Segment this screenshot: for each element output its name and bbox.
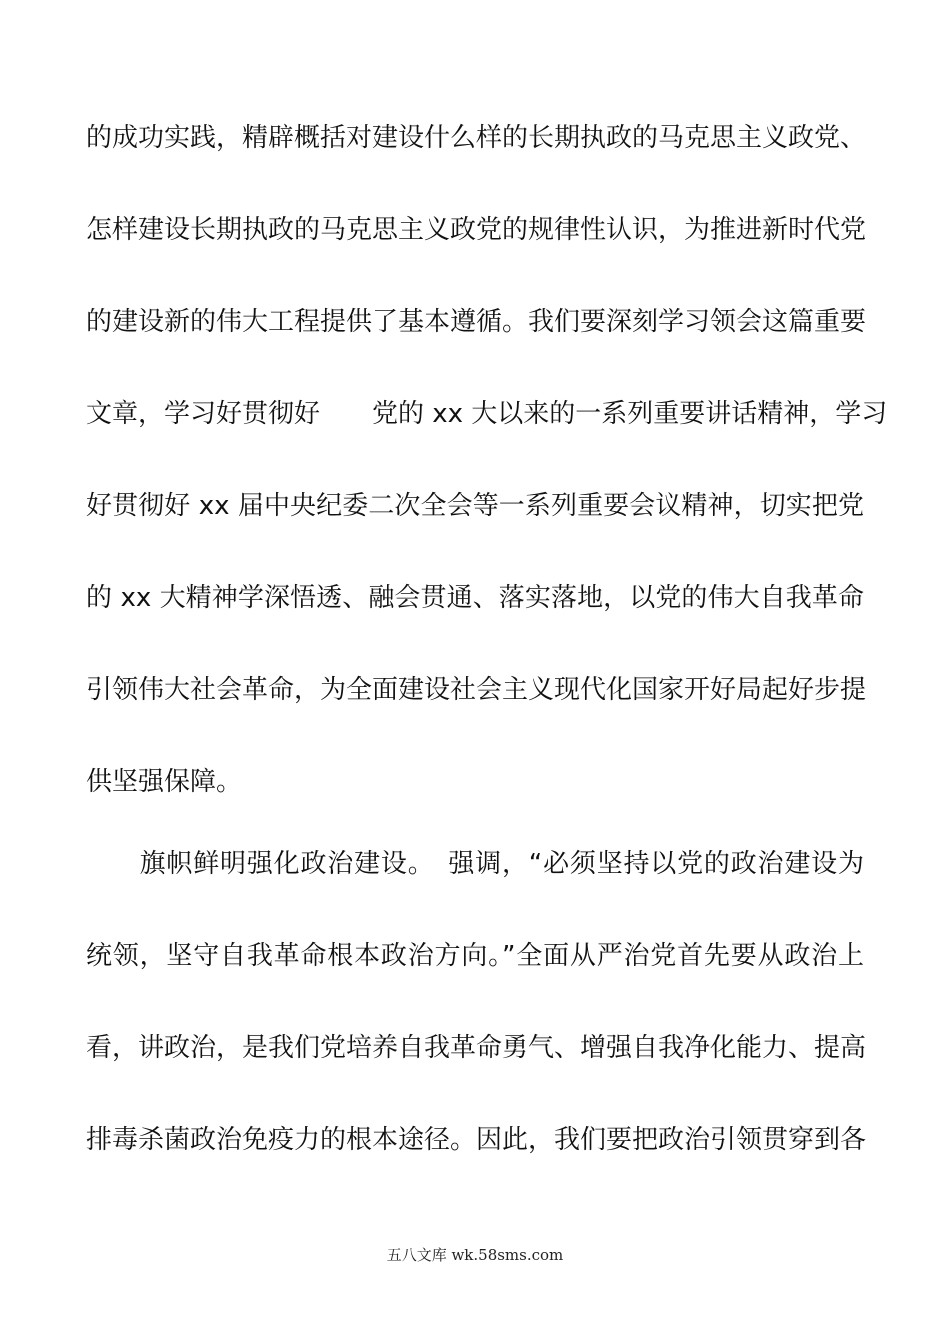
- body-text-line-3: 的建设新的伟大工程提供了基本遵循。我们要深刻学习领会这篇重要: [86, 307, 867, 337]
- body-text-line-2: 怎样建设长期执政的马克思主义政党的规律性认识，为推进新时代党: [86, 215, 867, 245]
- footer-watermark: 五八文库 wk.58sms.com: [386, 1246, 564, 1264]
- body-text-line-9: 旗帜鲜明强化政治建设。 强调，“必须坚持以党的政治建设为: [86, 849, 864, 879]
- body-text-line-5: 好贯彻好 xx 届中央纪委二次全会等一系列重要会议精神，切实把党: [86, 491, 864, 521]
- body-text-line-7: 引领伟大社会革命，为全面建设社会主义现代化国家开好局起好步提: [86, 675, 867, 705]
- body-text-line-4: 文章，学习好贯彻好 党的 xx 大以来的一系列重要讲话精神，学习: [86, 399, 888, 429]
- body-text-line-10: 统领，坚守自我革命根本政治方向。”全面从严治党首先要从政治上: [86, 941, 864, 971]
- body-text-line-6: 的 xx 大精神学深悟透、融会贯通、落实落地，以党的伟大自我革命: [86, 583, 864, 613]
- body-text-line-8: 供坚强保障。: [86, 767, 243, 797]
- body-text-line-1: 的成功实践，精辟概括对建设什么样的长期执政的马克思主义政党、: [86, 123, 867, 153]
- body-text-line-11: 看，讲政治，是我们党培养自我革命勇气、增强自我净化能力、提高: [86, 1033, 867, 1063]
- body-text-line-12: 排毒杀菌政治免疫力的根本途径。因此，我们要把政治引领贯穿到各: [86, 1125, 867, 1155]
